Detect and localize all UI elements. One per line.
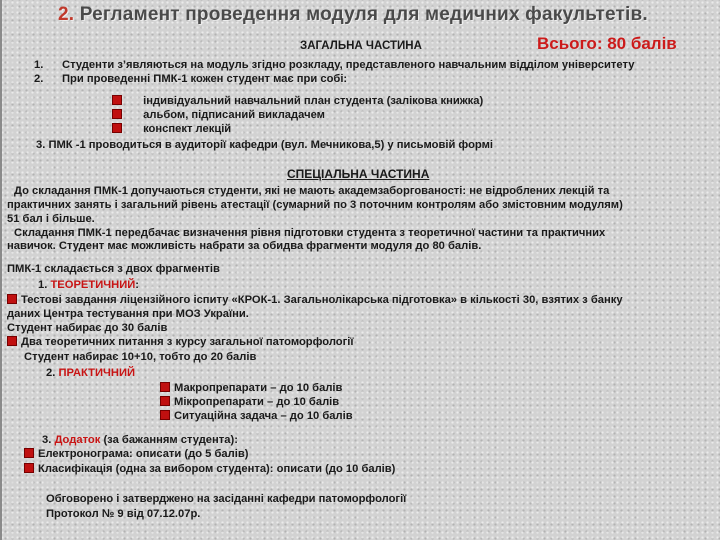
- addition-item: Електронограма: описати (до 5 балів): [24, 448, 248, 460]
- theory-heading: 1. ТЕОРЕТИЧНИЙ:: [38, 279, 140, 291]
- general-item-2: При проведенні ПМК-1 кожен студент має при собі:: [62, 73, 348, 85]
- bullet-square-icon: [112, 109, 122, 119]
- bullet-square-icon: [24, 463, 34, 473]
- bullet-item: індивідуальний навчальний план студента (залікова книжка): [112, 95, 483, 107]
- bullet-square-icon: [112, 95, 122, 105]
- theory-questions-score: Студент набирає 10+10, тобто до 20 балів: [24, 351, 257, 363]
- bullet-square-icon: [7, 336, 17, 346]
- addition-heading: 3. Додаток (за бажанням студента):: [42, 434, 238, 446]
- theory-questions: Два теоретичних питання з курсу загальної патоморфології: [7, 336, 354, 348]
- special-p1-line: 51 бал і більше.: [7, 213, 95, 225]
- practical-item: Макропрепарати – до 10 балів: [160, 382, 342, 394]
- special-p2-line: Складання ПМК-1 передбачає визначення рівня підготовки студента з теоретичної частини та практичних: [14, 227, 606, 239]
- bullet-square-icon: [24, 448, 34, 458]
- practical-item: Ситуаційна задача – до 10 балів: [160, 410, 353, 422]
- bullet-item: альбом, підписаний викладачем: [112, 109, 325, 121]
- total-value: : 80 балів: [596, 34, 677, 53]
- special-p1-line: До складання ПМК-1 допучаються студенти, які не мають академзаборгованості: не відроблених лекцій та: [14, 185, 610, 197]
- general-item-3: 3. ПМК -1 проводиться в аудиторії кафедри (вул. Мечникова,5) у письмовій формі: [36, 139, 493, 151]
- bullet-square-icon: [7, 294, 17, 304]
- addition-label: Додаток: [54, 434, 101, 446]
- bullet-item: конспект лекцій: [112, 123, 231, 135]
- fragments-intro: ПМК-1 складається з двох фрагментів: [7, 263, 220, 275]
- general-item-1-num: 1.: [34, 59, 44, 71]
- page-border: [0, 0, 2, 540]
- general-item-1: Студенти з’являються на модуль згідно розкладу, представленого навчальним відділом університету: [62, 59, 635, 71]
- title-text: Регламент проведення модуля для медичних факультетів.: [79, 4, 648, 25]
- theory-test-line: даних Центра тестування при МОЗ України.: [7, 308, 249, 320]
- title-number: 2.: [58, 4, 75, 25]
- total-label: Всього: [537, 34, 597, 53]
- special-p1-line: практичних занять і загальний рівень атестації (сумарний по 3 поточним контролям або змістовним модулям): [7, 199, 623, 211]
- footer-line: Протокол № 9 від 07.12.07р.: [46, 508, 201, 520]
- practical-label: ПРАКТИЧНИЙ: [58, 367, 136, 379]
- general-heading: ЗАГАЛЬНА ЧАСТИНА: [300, 40, 422, 52]
- practical-heading: 2. ПРАКТИЧНИЙ: [46, 367, 136, 379]
- bullet-square-icon: [160, 382, 170, 392]
- theory-test-score: Студент набирає до 30 балів: [7, 322, 168, 334]
- page-title: [58, 4, 648, 26]
- general-item-2-num: 2.: [34, 73, 44, 85]
- special-heading: СПЕЦІАЛЬНА ЧАСТИНА: [287, 167, 430, 181]
- bullet-square-icon: [112, 123, 122, 133]
- footer-line: Обговорено і затверджено на засіданні кафедри патоморфології: [46, 493, 407, 505]
- addition-item: Класифікація (одна за вибором студента): описати (до 10 балів): [24, 463, 395, 475]
- theory-test-line: Тестові завдання ліцензійного іспиту «КРОК-1. Загальнолікарська підготовка» в кількості 30, взятих з банку: [7, 294, 623, 306]
- practical-item: Мікропрепарати – до 10 балів: [160, 396, 339, 408]
- bullet-square-icon: [160, 396, 170, 406]
- theory-label: ТЕОРЕТИЧНИЙ: [50, 279, 136, 291]
- special-p2-line: навичок. Студент має можливість набрати за обидва фрагменти модуля до 80 балів.: [7, 240, 482, 252]
- total-score: [537, 34, 677, 54]
- bullet-square-icon: [160, 410, 170, 420]
